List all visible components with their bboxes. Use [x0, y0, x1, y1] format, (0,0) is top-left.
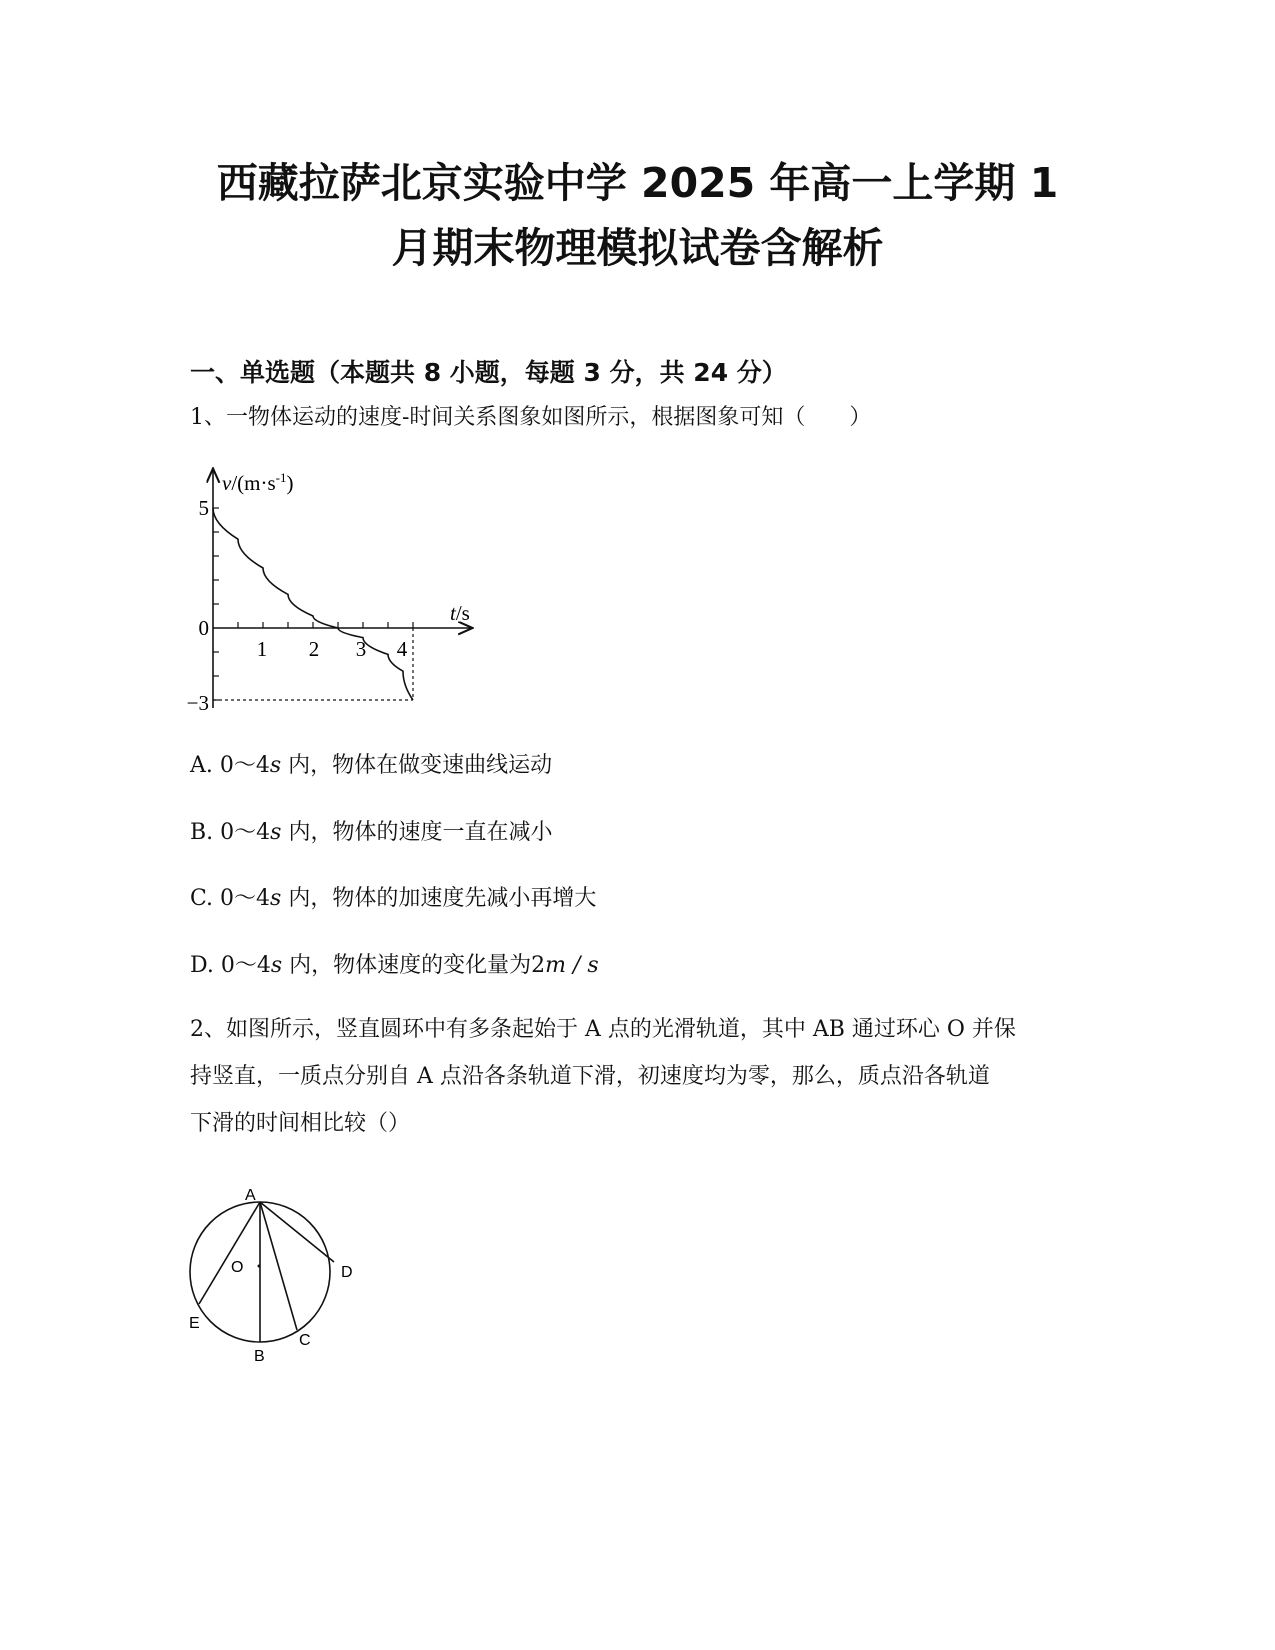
y-axis-label-close: ): [286, 471, 294, 495]
option-d[interactable]: [190, 950, 599, 982]
option-d-value-unit: m / s: [545, 953, 599, 978]
option-a-text: 内，物体在做变速曲线运动: [281, 753, 553, 778]
label-A: A: [245, 1187, 256, 1204]
q2-circle-diagram: [180, 1180, 380, 1380]
y-tick-label-0: 0: [198, 616, 209, 640]
y-axis-label-symbol: v: [222, 471, 232, 495]
option-a[interactable]: [190, 750, 552, 782]
question-2-stem-line1: 2、如图所示，竖直圆环中有多条起始于 A 点的光滑轨道，其中 AB 通过环心 O 并保: [190, 1017, 1016, 1042]
label-E: E: [189, 1315, 200, 1332]
y-axis-label-unit: /(m·s: [231, 471, 276, 495]
y-tick-label-neg3: −3: [186, 691, 209, 715]
question-1-stem: 1、一物体运动的速度-时间关系图象如图所示，根据图象可知（ ）: [190, 405, 872, 430]
option-b-text: 内，物体的速度一直在减小: [281, 820, 553, 845]
option-d-text: 内，物体速度的变化量为: [282, 953, 532, 978]
x-tick-label-2: 2: [308, 637, 320, 661]
q1-vt-graph: [175, 460, 495, 725]
track-AE: [199, 1202, 260, 1304]
section-heading-single-choice: 一、单选题（本题共 8 小题，每题 3 分，共 24 分）: [190, 358, 787, 387]
y-tick-label-5: 5: [198, 496, 209, 520]
center-point: [258, 1265, 261, 1268]
question-2-stem-line2: 持竖直，一质点分别自 A 点沿各条轨道下滑，初速度均为零，那么，质点沿各轨道: [190, 1064, 990, 1089]
x-tick-label-1: 1: [256, 637, 268, 661]
label-C: C: [299, 1332, 311, 1349]
track-AC: [260, 1202, 297, 1330]
page-title-line1: 西藏拉萨北京实验中学 2025 年高一上学期 1: [216, 159, 1059, 207]
y-axis-label-exponent: -1: [275, 470, 287, 485]
option-d-unit: s: [270, 953, 283, 978]
x-axis-label-symbol: t: [450, 601, 456, 625]
y-tick-marks: [213, 508, 219, 700]
option-b-unit: s: [270, 820, 282, 845]
option-c-text: 内，物体的加速度先减小再增大: [281, 886, 597, 911]
x-axis-label-unit: /s: [455, 601, 470, 625]
velocity-curve: [213, 508, 413, 700]
label-O: O: [231, 1259, 244, 1276]
option-a-prefix: A. 0～4: [190, 753, 270, 778]
option-c-prefix: C. 0～4: [190, 886, 271, 911]
track-AD: [260, 1202, 334, 1262]
y-axis-label: [222, 470, 294, 495]
option-b[interactable]: [190, 817, 552, 849]
option-d-value: 2: [531, 953, 546, 978]
option-c-unit: s: [270, 886, 282, 911]
question-2-stem-line3: 下滑的时间相比较（）: [190, 1111, 411, 1136]
x-tick-label-3: 3: [355, 637, 367, 661]
label-B: B: [254, 1348, 265, 1365]
option-a-unit: s: [269, 753, 282, 778]
label-D: D: [341, 1264, 353, 1281]
option-c[interactable]: [190, 883, 596, 915]
page-title-line2: 月期末物理模拟试卷含解析: [391, 224, 884, 272]
option-d-prefix: D. 0～4: [190, 953, 271, 978]
option-b-prefix: B. 0～4: [190, 820, 271, 845]
x-tick-label-4: 4: [396, 637, 408, 661]
x-axis-label: [450, 601, 470, 625]
